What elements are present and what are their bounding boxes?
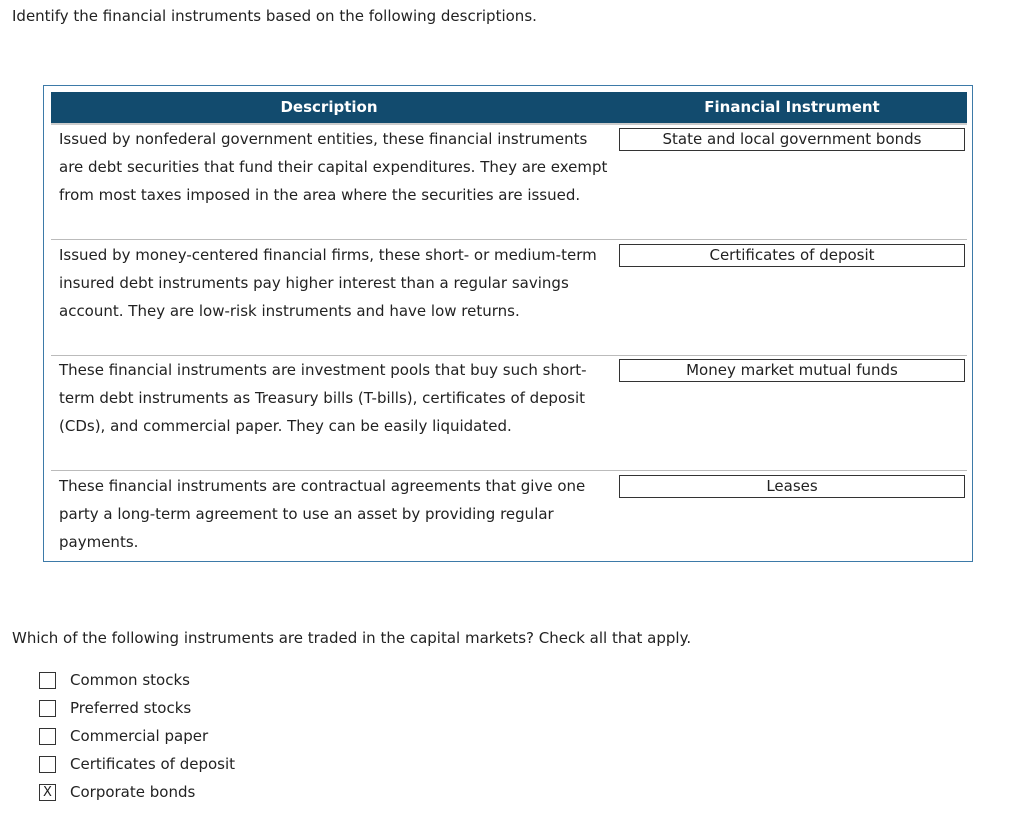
table-header xyxy=(51,92,967,125)
instructions: Identify the financial instruments based on the following descriptions. xyxy=(12,7,537,25)
table-row xyxy=(51,356,967,471)
instrument-dropdown[interactable]: Leases xyxy=(619,475,965,498)
option-label: Preferred stocks xyxy=(70,699,192,717)
row-description: Issued by nonfederal government entities, these financial instruments are debt securities that fund their capital expenditures. They are exempt from most taxes imposed in the area where the securities are issued. xyxy=(59,130,608,204)
checkbox[interactable] xyxy=(39,756,56,773)
question: Which of the following instruments are traded in the capital markets? Check all that apply. xyxy=(12,629,692,647)
row-description: These financial instruments are contractual agreements that give one party a long-term agreement to use an asset by providing regular payments. xyxy=(59,477,586,551)
table-row xyxy=(51,472,967,556)
option-label: Certificates of deposit xyxy=(70,755,236,773)
header-instrument: Financial Instrument xyxy=(704,98,880,116)
checkbox-checked[interactable]: X xyxy=(39,784,56,801)
option-label: Corporate bonds xyxy=(70,783,196,801)
instrument-dropdown[interactable]: Money market mutual funds xyxy=(619,359,965,382)
table-row xyxy=(51,125,967,240)
option-label: Common stocks xyxy=(70,671,190,689)
table-row xyxy=(51,241,967,356)
checkbox[interactable] xyxy=(39,700,56,717)
header-description: Description xyxy=(280,98,378,116)
instrument-dropdown[interactable]: State and local government bonds xyxy=(619,128,965,151)
matching-table xyxy=(43,85,973,562)
checkbox[interactable] xyxy=(39,728,56,745)
checkbox[interactable] xyxy=(39,672,56,689)
row-description: These financial instruments are investment pools that buy such short-term debt instruments as Treasury bills (T-bills), certificates of deposit (CDs), and commercial paper. They can be easily liquidated. xyxy=(59,361,587,435)
option-label: Commercial paper xyxy=(70,727,209,745)
row-description: Issued by money-centered financial firms, these short- or medium-term insured debt instruments pay higher interest than a regular savings account. They are low-risk instruments and have low returns. xyxy=(59,246,597,320)
instrument-dropdown[interactable]: Certificates of deposit xyxy=(619,244,965,267)
